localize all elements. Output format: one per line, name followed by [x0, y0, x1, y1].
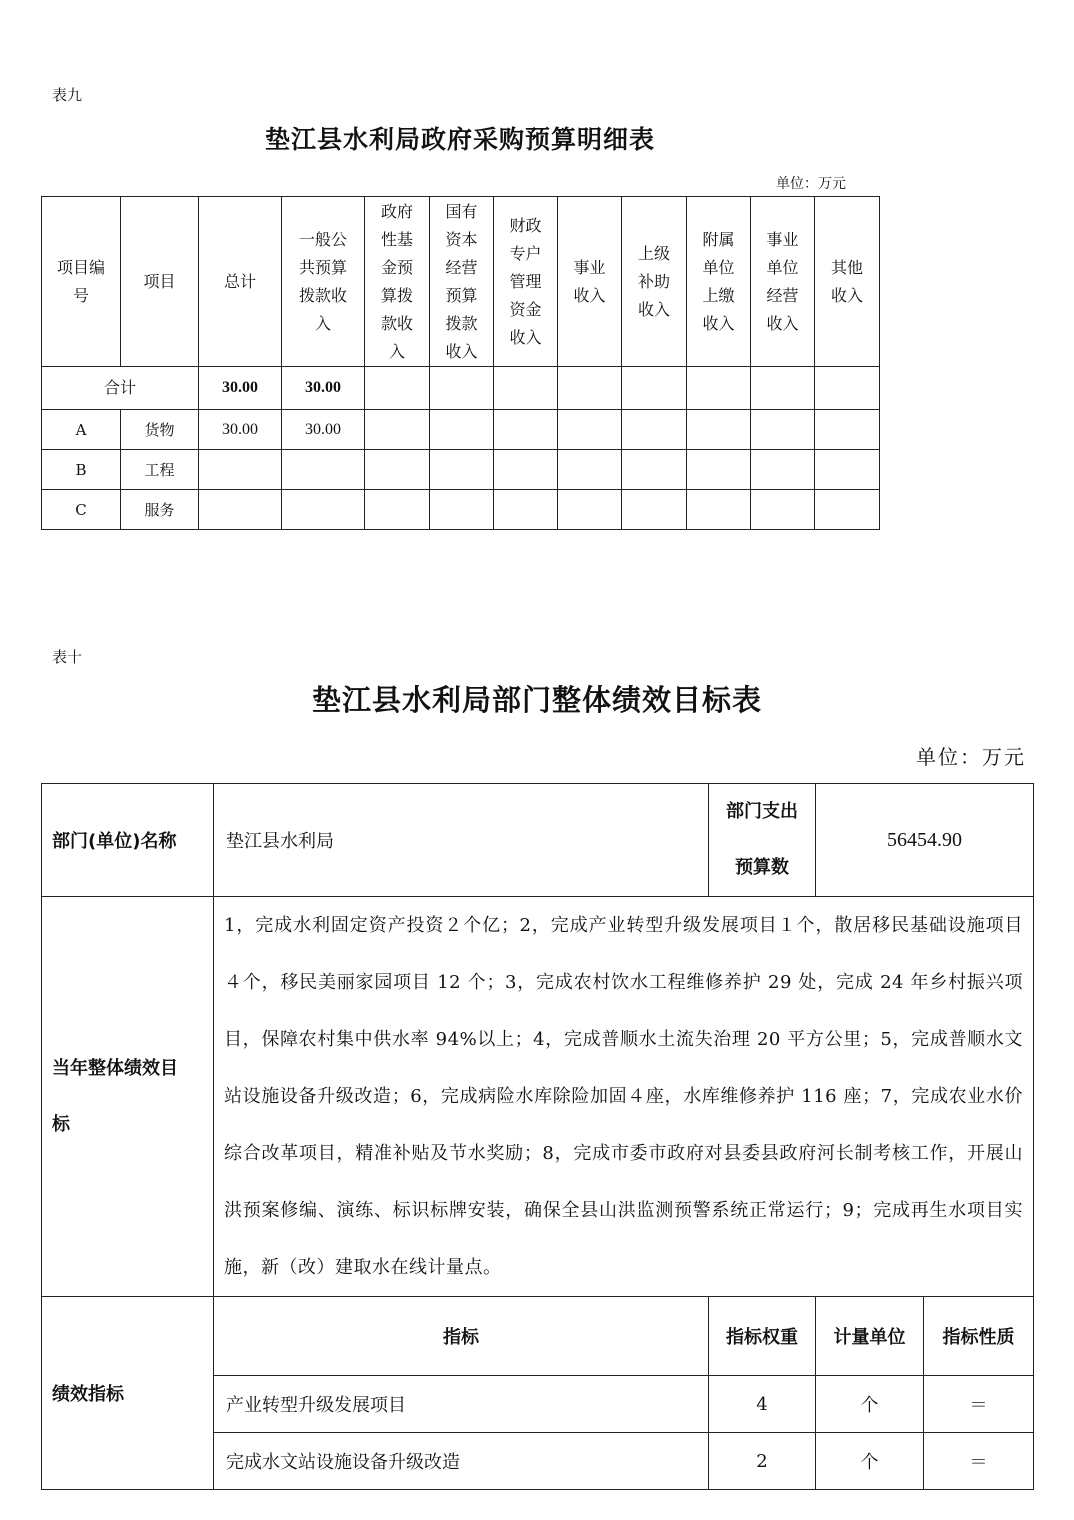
- row-general: [282, 490, 365, 530]
- row-total: [199, 450, 282, 490]
- row-total: 30.00: [199, 410, 282, 450]
- row-code: A: [42, 410, 121, 450]
- table9-title: 垫江县水利局政府采购预算明细表: [264, 125, 655, 154]
- table-row: [42, 490, 880, 530]
- performance-target-table: [41, 783, 1034, 1490]
- indicator-unit: 个: [816, 1433, 924, 1490]
- col-header-other-income: 其他 收入: [815, 197, 880, 367]
- indicator-header-row: [42, 1297, 1034, 1376]
- indicator-nature: ＝: [924, 1433, 1034, 1490]
- table9-unit: 单位：万元: [776, 176, 846, 192]
- indicator-name: 完成水文站设施设备升级改造: [214, 1433, 709, 1490]
- col-header-item: 项目: [121, 197, 199, 367]
- indicator-header-nature: 指标性质: [924, 1297, 1034, 1376]
- row-item: 工程: [121, 450, 199, 490]
- row-item: 服务: [121, 490, 199, 530]
- indicator-nature: ＝: [924, 1376, 1034, 1433]
- indicator-name: 产业转型升级发展项目: [214, 1376, 709, 1433]
- col-header-business-income: 事业 收入: [558, 197, 622, 367]
- row-item: 货物: [121, 410, 199, 450]
- procurement-budget-table: [41, 196, 880, 530]
- col-header-superior-subsidy: 上级 补助 收入: [622, 197, 687, 367]
- indicator-header-name: 指标: [214, 1297, 709, 1376]
- budget-label: 部门支出 预算数: [709, 784, 816, 897]
- table-row: [42, 410, 880, 450]
- row-general: [282, 450, 365, 490]
- total-sum: 30.00: [199, 367, 282, 410]
- table10-title: 垫江县水利局部门整体绩效目标表: [311, 683, 762, 717]
- col-header-total: 总计: [199, 197, 282, 367]
- dept-name: 垫江县水利局: [214, 784, 709, 897]
- col-header-affiliated-income: 附属 单位 上缴 收入: [687, 197, 751, 367]
- row-total: [199, 490, 282, 530]
- indicator-unit: 个: [816, 1376, 924, 1433]
- goal-row: [42, 897, 1034, 1297]
- row-code: B: [42, 450, 121, 490]
- col-header-operating-income: 事业 单位 经营 收入: [751, 197, 815, 367]
- table-header-row: [42, 197, 880, 367]
- indicator-weight: 4: [709, 1376, 816, 1433]
- indicator-header-weight: 指标权重: [709, 1297, 816, 1376]
- indicator-weight: 2: [709, 1433, 816, 1490]
- dept-label: 部门(单位)名称: [42, 784, 214, 897]
- col-header-code: 项目编 号: [42, 197, 121, 367]
- total-label: 合计: [42, 367, 199, 410]
- table10-unit: 单位：万元: [916, 745, 1026, 769]
- table9-tag: 表九: [52, 86, 83, 104]
- indicator-header-unit: 计量单位: [816, 1297, 924, 1376]
- total-row: [42, 367, 880, 410]
- row-general: 30.00: [282, 410, 365, 450]
- table10-tag: 表十: [52, 648, 83, 666]
- row-code: C: [42, 490, 121, 530]
- goal-text: 1，完成水利固定资产投资２个亿；2，完成产业转型升级发展项目１个，散居移民基础设施项目４个，移民美丽家园项目 12 个；3，完成农村饮水工程维修养护 29 处，完成 24 年乡村振兴项目，保障农村集中供水率 94%以上；4，完成普顺水土流失治理 20 平方公里；5，完成普顺水文站设施设备升级改造；6，完成病险水库除险加固４座，水库维修养护 116 座；7，完成农业水价综合改革项目，精准补贴及节水奖励；8，完成市委市政府对县委县政府河长制考核工作，开展山洪预案修编、演练、标识标牌安装，确保全县山洪监测预警系统正常运行；9；完成再生水项目实施，新（改）建取水在线计量点。: [214, 897, 1034, 1297]
- col-header-general-budget: 一般公 共预算 拨款收 入: [282, 197, 365, 367]
- col-header-state-capital: 国有 资本 经营 预算 拨款 收入: [430, 197, 494, 367]
- total-general: 30.00: [282, 367, 365, 410]
- dept-row: [42, 784, 1034, 897]
- goal-label: 当年整体绩效目 标: [42, 897, 214, 1297]
- col-header-special-account: 财政 专户 管理 资金 收入: [494, 197, 558, 367]
- budget-value: 56454.90: [816, 784, 1034, 897]
- indicator-label: 绩效指标: [42, 1297, 214, 1490]
- table-row: [42, 450, 880, 490]
- col-header-gov-fund: 政府 性基 金预 算拨 款收 入: [365, 197, 430, 367]
